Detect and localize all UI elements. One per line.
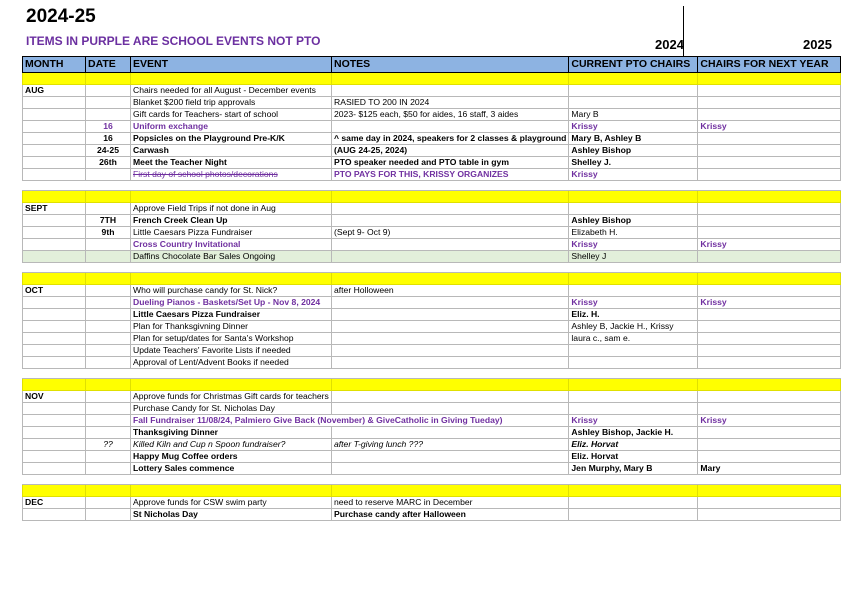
event-cell[interactable]: Little Caesars Pizza Fundraiser xyxy=(131,309,332,321)
month-cell[interactable] xyxy=(23,509,86,521)
month-cell[interactable] xyxy=(23,475,86,485)
next-chairs-cell[interactable] xyxy=(698,391,841,403)
event-cell[interactable]: Daffins Chocolate Bar Sales Ongoing xyxy=(131,251,332,263)
month-cell[interactable] xyxy=(23,251,86,263)
month-cell[interactable] xyxy=(23,485,86,497)
event-cell[interactable]: Purchase Candy for St. Nicholas Day xyxy=(131,403,332,415)
event-cell[interactable]: Meet the Teacher Night xyxy=(131,157,332,169)
event-cell[interactable] xyxy=(131,369,332,379)
month-cell[interactable] xyxy=(23,239,86,251)
next-chairs-cell[interactable] xyxy=(698,251,841,263)
current-chairs-cell[interactable]: laura c., sam e. xyxy=(569,333,698,345)
next-chairs-cell[interactable] xyxy=(698,451,841,463)
date-cell[interactable] xyxy=(86,415,131,427)
event-cell[interactable]: Killed Kiln and Cup n Spoon fundraiser? xyxy=(131,439,332,451)
next-chairs-cell[interactable] xyxy=(698,109,841,121)
next-chairs-cell[interactable]: Mary xyxy=(698,463,841,475)
table-row xyxy=(23,391,841,403)
event-cell[interactable]: Approve funds for Christmas Gift cards for teachers xyxy=(131,391,332,403)
next-chairs-cell[interactable] xyxy=(698,379,841,391)
date-cell[interactable] xyxy=(86,497,131,509)
year-next-label: 2025 xyxy=(803,37,832,52)
month-cell[interactable] xyxy=(23,97,86,109)
current-chairs-cell[interactable] xyxy=(569,273,698,285)
next-chairs-cell[interactable] xyxy=(698,333,841,345)
next-chairs-cell[interactable] xyxy=(698,97,841,109)
next-chairs-cell[interactable] xyxy=(698,145,841,157)
month-cell[interactable] xyxy=(23,157,86,169)
notes-cell[interactable]: PTO speaker needed and PTO table in gym xyxy=(332,157,569,169)
event-cell[interactable]: Blanket $200 field trip approvals xyxy=(131,97,332,109)
event-cell[interactable] xyxy=(131,181,332,191)
events-sheet xyxy=(22,56,841,521)
current-chairs-cell[interactable] xyxy=(569,97,698,109)
current-chairs-cell[interactable] xyxy=(569,285,698,297)
month-cell[interactable]: NOV xyxy=(23,391,86,403)
next-chairs-cell[interactable] xyxy=(698,157,841,169)
notes-cell[interactable] xyxy=(332,403,569,415)
table-row xyxy=(23,297,841,309)
month-cell[interactable] xyxy=(23,439,86,451)
next-chairs-cell[interactable] xyxy=(698,497,841,509)
event-cell[interactable] xyxy=(131,475,332,485)
notes-cell[interactable] xyxy=(332,263,569,273)
event-cell[interactable] xyxy=(131,191,332,203)
month-cell[interactable] xyxy=(23,415,86,427)
notes-cell[interactable] xyxy=(332,321,569,333)
month-cell[interactable] xyxy=(23,109,86,121)
notes-cell[interactable] xyxy=(332,181,569,191)
current-chairs-cell[interactable] xyxy=(569,263,698,273)
event-cell[interactable]: Popsicles on the Playground Pre-K/K xyxy=(131,133,332,145)
event-cell[interactable]: Little Caesars Pizza Fundraiser xyxy=(131,227,332,239)
next-chairs-cell[interactable]: Krissy xyxy=(698,297,841,309)
current-chairs-cell[interactable]: Krissy xyxy=(569,415,698,427)
date-cell[interactable]: 26th xyxy=(86,157,131,169)
date-cell[interactable]: ?? xyxy=(86,439,131,451)
event-cell[interactable]: Approve funds for CSW swim party xyxy=(131,497,332,509)
table-row xyxy=(23,97,841,109)
month-separator-row xyxy=(23,191,841,203)
date-cell[interactable] xyxy=(86,345,131,357)
year-current-label: 2024 xyxy=(655,37,684,52)
spacer-row xyxy=(23,475,841,485)
date-cell[interactable] xyxy=(86,297,131,309)
notes-cell[interactable] xyxy=(332,345,569,357)
current-chairs-cell[interactable]: Ashley Bishop xyxy=(569,145,698,157)
date-cell[interactable] xyxy=(86,427,131,439)
month-cell[interactable]: OCT xyxy=(23,285,86,297)
notes-cell[interactable] xyxy=(332,239,569,251)
next-chairs-cell[interactable]: Krissy xyxy=(698,415,841,427)
event-cell[interactable] xyxy=(131,263,332,273)
month-cell[interactable] xyxy=(23,333,86,345)
table-row xyxy=(23,509,841,521)
event-cell[interactable]: Chairs needed for all August - December events xyxy=(131,85,332,97)
date-cell[interactable] xyxy=(86,181,131,191)
current-chairs-cell[interactable]: Eliz. Horvat xyxy=(569,451,698,463)
month-cell[interactable] xyxy=(23,379,86,391)
next-chairs-cell[interactable] xyxy=(698,369,841,379)
date-cell[interactable] xyxy=(86,85,131,97)
table-row xyxy=(23,497,841,509)
current-chairs-cell[interactable]: Krissy xyxy=(569,239,698,251)
table-row xyxy=(23,321,841,333)
current-chairs-cell[interactable] xyxy=(569,357,698,369)
current-chairs-cell[interactable]: Elizabeth H. xyxy=(569,227,698,239)
current-chairs-cell[interactable]: Ashley B, Jackie H., Krissy xyxy=(569,321,698,333)
table-row xyxy=(23,463,841,475)
notes-cell[interactable] xyxy=(332,73,569,85)
current-chairs-cell[interactable]: Krissy xyxy=(569,121,698,133)
next-chairs-cell[interactable] xyxy=(698,403,841,415)
current-chairs-cell[interactable] xyxy=(569,485,698,497)
event-cell[interactable]: Fall Fundraiser 11/08/24, Palmiero Give Back (November) & GiveCatholic in Giving Tueday) xyxy=(131,415,569,427)
month-cell[interactable]: DEC xyxy=(23,497,86,509)
month-cell[interactable] xyxy=(23,403,86,415)
next-chairs-cell[interactable] xyxy=(698,509,841,521)
notes-cell[interactable] xyxy=(332,251,569,263)
notes-cell[interactable] xyxy=(332,485,569,497)
event-cell[interactable]: Happy Mug Coffee orders xyxy=(131,451,332,463)
date-cell[interactable] xyxy=(86,285,131,297)
date-cell[interactable] xyxy=(86,203,131,215)
next-chairs-cell[interactable] xyxy=(698,215,841,227)
notes-cell[interactable]: need to reserve MARC in December xyxy=(332,497,569,509)
month-separator-row xyxy=(23,485,841,497)
notes-cell[interactable]: (AUG 24-25, 2024) xyxy=(332,145,569,157)
event-cell[interactable]: Dueling Pianos - Baskets/Set Up - Nov 8, 2024 xyxy=(131,297,332,309)
notes-cell[interactable]: after T-giving lunch ??? xyxy=(332,439,569,451)
event-cell[interactable]: Update Teachers' Favorite Lists if needed xyxy=(131,345,332,357)
event-cell[interactable]: Approval of Lent/Advent Books if needed xyxy=(131,357,332,369)
header-row xyxy=(23,57,841,73)
next-chairs-cell[interactable] xyxy=(698,169,841,181)
event-cell[interactable] xyxy=(131,379,332,391)
month-cell[interactable] xyxy=(23,369,86,379)
month-cell[interactable]: AUG xyxy=(23,85,86,97)
notes-cell[interactable]: ^ same day in 2024, speakers for 2 classes & playground xyxy=(332,133,569,145)
purple-legend-note: ITEMS IN PURPLE ARE SCHOOL EVENTS NOT PTO xyxy=(26,34,321,48)
header-current-chairs[interactable]: CURRENT PTO CHAIRS xyxy=(569,57,698,73)
current-chairs-cell[interactable]: Eliz. Horvat xyxy=(569,439,698,451)
date-cell[interactable]: 24-25 xyxy=(86,145,131,157)
table-row xyxy=(23,333,841,345)
table-row xyxy=(23,357,841,369)
month-cell[interactable] xyxy=(23,309,86,321)
month-cell[interactable] xyxy=(23,133,86,145)
date-cell[interactable] xyxy=(86,109,131,121)
table-row xyxy=(23,251,841,263)
month-cell[interactable] xyxy=(23,273,86,285)
notes-cell[interactable] xyxy=(332,215,569,227)
event-cell[interactable]: St Nicholas Day xyxy=(131,509,332,521)
table-row xyxy=(23,403,841,415)
header-next-chairs[interactable]: CHAIRS FOR NEXT YEAR xyxy=(698,57,841,73)
event-cell[interactable]: Lottery Sales commence xyxy=(131,463,332,475)
event-cell[interactable]: Uniform exchange xyxy=(131,121,332,133)
current-chairs-cell[interactable]: Krissy xyxy=(569,297,698,309)
date-cell[interactable] xyxy=(86,191,131,203)
date-cell[interactable] xyxy=(86,333,131,345)
event-cell[interactable]: Thanksgiving Dinner xyxy=(131,427,332,439)
spacer-row xyxy=(23,181,841,191)
table-row xyxy=(23,215,841,227)
next-chairs-cell[interactable] xyxy=(698,345,841,357)
table-row xyxy=(23,427,841,439)
next-chairs-cell[interactable] xyxy=(698,85,841,97)
current-chairs-cell[interactable] xyxy=(569,475,698,485)
notes-cell[interactable]: after Holloween xyxy=(332,285,569,297)
next-chairs-cell[interactable] xyxy=(698,273,841,285)
date-cell[interactable] xyxy=(86,263,131,273)
current-chairs-cell[interactable] xyxy=(569,497,698,509)
date-cell[interactable] xyxy=(86,451,131,463)
date-cell[interactable] xyxy=(86,309,131,321)
month-separator-row xyxy=(23,379,841,391)
notes-cell[interactable] xyxy=(332,451,569,463)
month-cell[interactable] xyxy=(23,121,86,133)
date-cell[interactable] xyxy=(86,251,131,263)
month-cell[interactable] xyxy=(23,227,86,239)
current-chairs-cell[interactable]: Eliz. H. xyxy=(569,309,698,321)
month-cell[interactable] xyxy=(23,181,86,191)
table-row xyxy=(23,309,841,321)
date-cell[interactable] xyxy=(86,403,131,415)
current-chairs-cell[interactable]: Krissy xyxy=(569,169,698,181)
notes-cell[interactable] xyxy=(332,427,569,439)
next-chairs-cell[interactable] xyxy=(698,439,841,451)
table-row xyxy=(23,109,841,121)
event-cell[interactable]: Gift cards for Teachers- start of school xyxy=(131,109,332,121)
month-cell[interactable] xyxy=(23,169,86,181)
notes-cell[interactable]: Purchase candy after Halloween xyxy=(332,509,569,521)
next-chairs-cell[interactable] xyxy=(698,475,841,485)
date-cell[interactable]: 9th xyxy=(86,227,131,239)
next-chairs-cell[interactable] xyxy=(698,227,841,239)
event-cell[interactable]: French Creek Clean Up xyxy=(131,215,332,227)
current-chairs-cell[interactable] xyxy=(569,403,698,415)
month-cell[interactable] xyxy=(23,73,86,85)
month-cell[interactable] xyxy=(23,145,86,157)
event-cell[interactable]: Plan for setup/dates for Santa's Workshop xyxy=(131,333,332,345)
current-chairs-cell[interactable] xyxy=(569,73,698,85)
event-cell[interactable]: Plan for Thanksgivning Dinner xyxy=(131,321,332,333)
notes-cell[interactable] xyxy=(332,309,569,321)
notes-cell[interactable] xyxy=(332,357,569,369)
notes-cell[interactable] xyxy=(332,475,569,485)
next-chairs-cell[interactable] xyxy=(698,181,841,191)
notes-cell[interactable]: PTO PAYS FOR THIS, KRISSY ORGANIZES xyxy=(332,169,569,181)
next-chairs-cell[interactable] xyxy=(698,73,841,85)
date-cell[interactable] xyxy=(86,273,131,285)
current-chairs-cell[interactable]: Jen Murphy, Mary B xyxy=(569,463,698,475)
date-cell[interactable] xyxy=(86,239,131,251)
date-cell[interactable] xyxy=(86,321,131,333)
current-chairs-cell[interactable] xyxy=(569,181,698,191)
notes-cell[interactable] xyxy=(332,379,569,391)
spacer-row xyxy=(23,263,841,273)
month-cell[interactable] xyxy=(23,297,86,309)
current-chairs-cell[interactable]: Shelley J xyxy=(569,251,698,263)
month-cell[interactable] xyxy=(23,345,86,357)
notes-cell[interactable] xyxy=(332,191,569,203)
event-cell[interactable]: Who will purchase candy for St. Nick? xyxy=(131,285,332,297)
date-cell[interactable] xyxy=(86,379,131,391)
date-cell[interactable] xyxy=(86,475,131,485)
month-cell[interactable]: SEPT xyxy=(23,203,86,215)
next-chairs-cell[interactable] xyxy=(698,427,841,439)
event-cell[interactable] xyxy=(131,73,332,85)
next-chairs-cell[interactable]: Krissy xyxy=(698,239,841,251)
date-cell[interactable] xyxy=(86,391,131,403)
current-chairs-cell[interactable] xyxy=(569,203,698,215)
next-chairs-cell[interactable] xyxy=(698,485,841,497)
table-row xyxy=(23,133,841,145)
events-table xyxy=(22,56,841,521)
notes-cell[interactable] xyxy=(332,203,569,215)
table-row xyxy=(23,345,841,357)
spacer-row xyxy=(23,369,841,379)
month-cell[interactable] xyxy=(23,215,86,227)
notes-cell[interactable] xyxy=(332,273,569,285)
notes-cell[interactable] xyxy=(332,391,569,403)
current-chairs-cell[interactable] xyxy=(569,85,698,97)
month-cell[interactable] xyxy=(23,463,86,475)
date-cell[interactable]: 7TH xyxy=(86,215,131,227)
notes-cell[interactable] xyxy=(332,297,569,309)
notes-cell[interactable]: 2023- $125 each, $50 for aides, 16 staff, 3 aides xyxy=(332,109,569,121)
table-row xyxy=(23,285,841,297)
notes-cell[interactable] xyxy=(332,333,569,345)
page-title: 2024-25 xyxy=(26,6,96,27)
next-chairs-cell[interactable] xyxy=(698,263,841,273)
table-row xyxy=(23,121,841,133)
date-cell[interactable] xyxy=(86,357,131,369)
current-chairs-cell[interactable] xyxy=(569,391,698,403)
header-notes[interactable]: NOTES xyxy=(332,57,569,73)
event-cell[interactable] xyxy=(131,485,332,497)
date-cell[interactable]: 16 xyxy=(86,133,131,145)
month-cell[interactable] xyxy=(23,321,86,333)
year-divider xyxy=(683,6,684,56)
current-chairs-cell[interactable]: Mary B xyxy=(569,109,698,121)
month-separator-row xyxy=(23,273,841,285)
notes-cell[interactable] xyxy=(332,369,569,379)
table-row xyxy=(23,239,841,251)
current-chairs-cell[interactable] xyxy=(569,379,698,391)
month-cell[interactable] xyxy=(23,263,86,273)
date-cell[interactable] xyxy=(86,485,131,497)
table-row xyxy=(23,451,841,463)
month-cell[interactable] xyxy=(23,451,86,463)
current-chairs-cell[interactable] xyxy=(569,191,698,203)
next-chairs-cell[interactable] xyxy=(698,203,841,215)
table-row xyxy=(23,439,841,451)
current-chairs-cell[interactable]: Ashley Bishop, Jackie H. xyxy=(569,427,698,439)
event-cell[interactable]: Approve Field Trips if not done in Aug xyxy=(131,203,332,215)
date-cell[interactable]: 16 xyxy=(86,121,131,133)
event-cell[interactable]: Cross Country Invitational xyxy=(131,239,332,251)
month-cell[interactable] xyxy=(23,191,86,203)
next-chairs-cell[interactable] xyxy=(698,191,841,203)
notes-cell[interactable]: RASIED TO 200 IN 2024 xyxy=(332,97,569,109)
table-row xyxy=(23,157,841,169)
date-cell[interactable] xyxy=(86,463,131,475)
date-cell[interactable] xyxy=(86,97,131,109)
header-event[interactable]: EVENT xyxy=(131,57,332,73)
next-chairs-cell[interactable] xyxy=(698,285,841,297)
month-separator-row xyxy=(23,73,841,85)
current-chairs-cell[interactable] xyxy=(569,369,698,379)
next-chairs-cell[interactable] xyxy=(698,321,841,333)
next-chairs-cell[interactable]: Krissy xyxy=(698,121,841,133)
event-cell[interactable] xyxy=(131,273,332,285)
date-cell[interactable] xyxy=(86,169,131,181)
notes-cell[interactable] xyxy=(332,121,569,133)
table-row xyxy=(23,85,841,97)
month-cell[interactable] xyxy=(23,427,86,439)
date-cell[interactable] xyxy=(86,369,131,379)
table-row xyxy=(23,227,841,239)
notes-cell[interactable] xyxy=(332,463,569,475)
header-date[interactable]: DATE xyxy=(86,57,131,73)
event-cell[interactable]: First day of school photos/decorations xyxy=(131,169,332,181)
date-cell[interactable] xyxy=(86,73,131,85)
notes-cell[interactable]: (Sept 9- Oct 9) xyxy=(332,227,569,239)
table-row xyxy=(23,145,841,157)
current-chairs-cell[interactable]: Shelley J. xyxy=(569,157,698,169)
date-cell[interactable] xyxy=(86,509,131,521)
next-chairs-cell[interactable] xyxy=(698,133,841,145)
header-month[interactable]: MONTH xyxy=(23,57,86,73)
event-cell[interactable]: Carwash xyxy=(131,145,332,157)
current-chairs-cell[interactable] xyxy=(569,345,698,357)
table-row xyxy=(23,203,841,215)
current-chairs-cell[interactable] xyxy=(569,509,698,521)
next-chairs-cell[interactable] xyxy=(698,357,841,369)
table-row xyxy=(23,169,841,181)
table-row xyxy=(23,415,841,427)
current-chairs-cell[interactable]: Ashley Bishop xyxy=(569,215,698,227)
month-cell[interactable] xyxy=(23,357,86,369)
current-chairs-cell[interactable]: Mary B, Ashley B xyxy=(569,133,698,145)
next-chairs-cell[interactable] xyxy=(698,309,841,321)
notes-cell[interactable] xyxy=(332,85,569,97)
